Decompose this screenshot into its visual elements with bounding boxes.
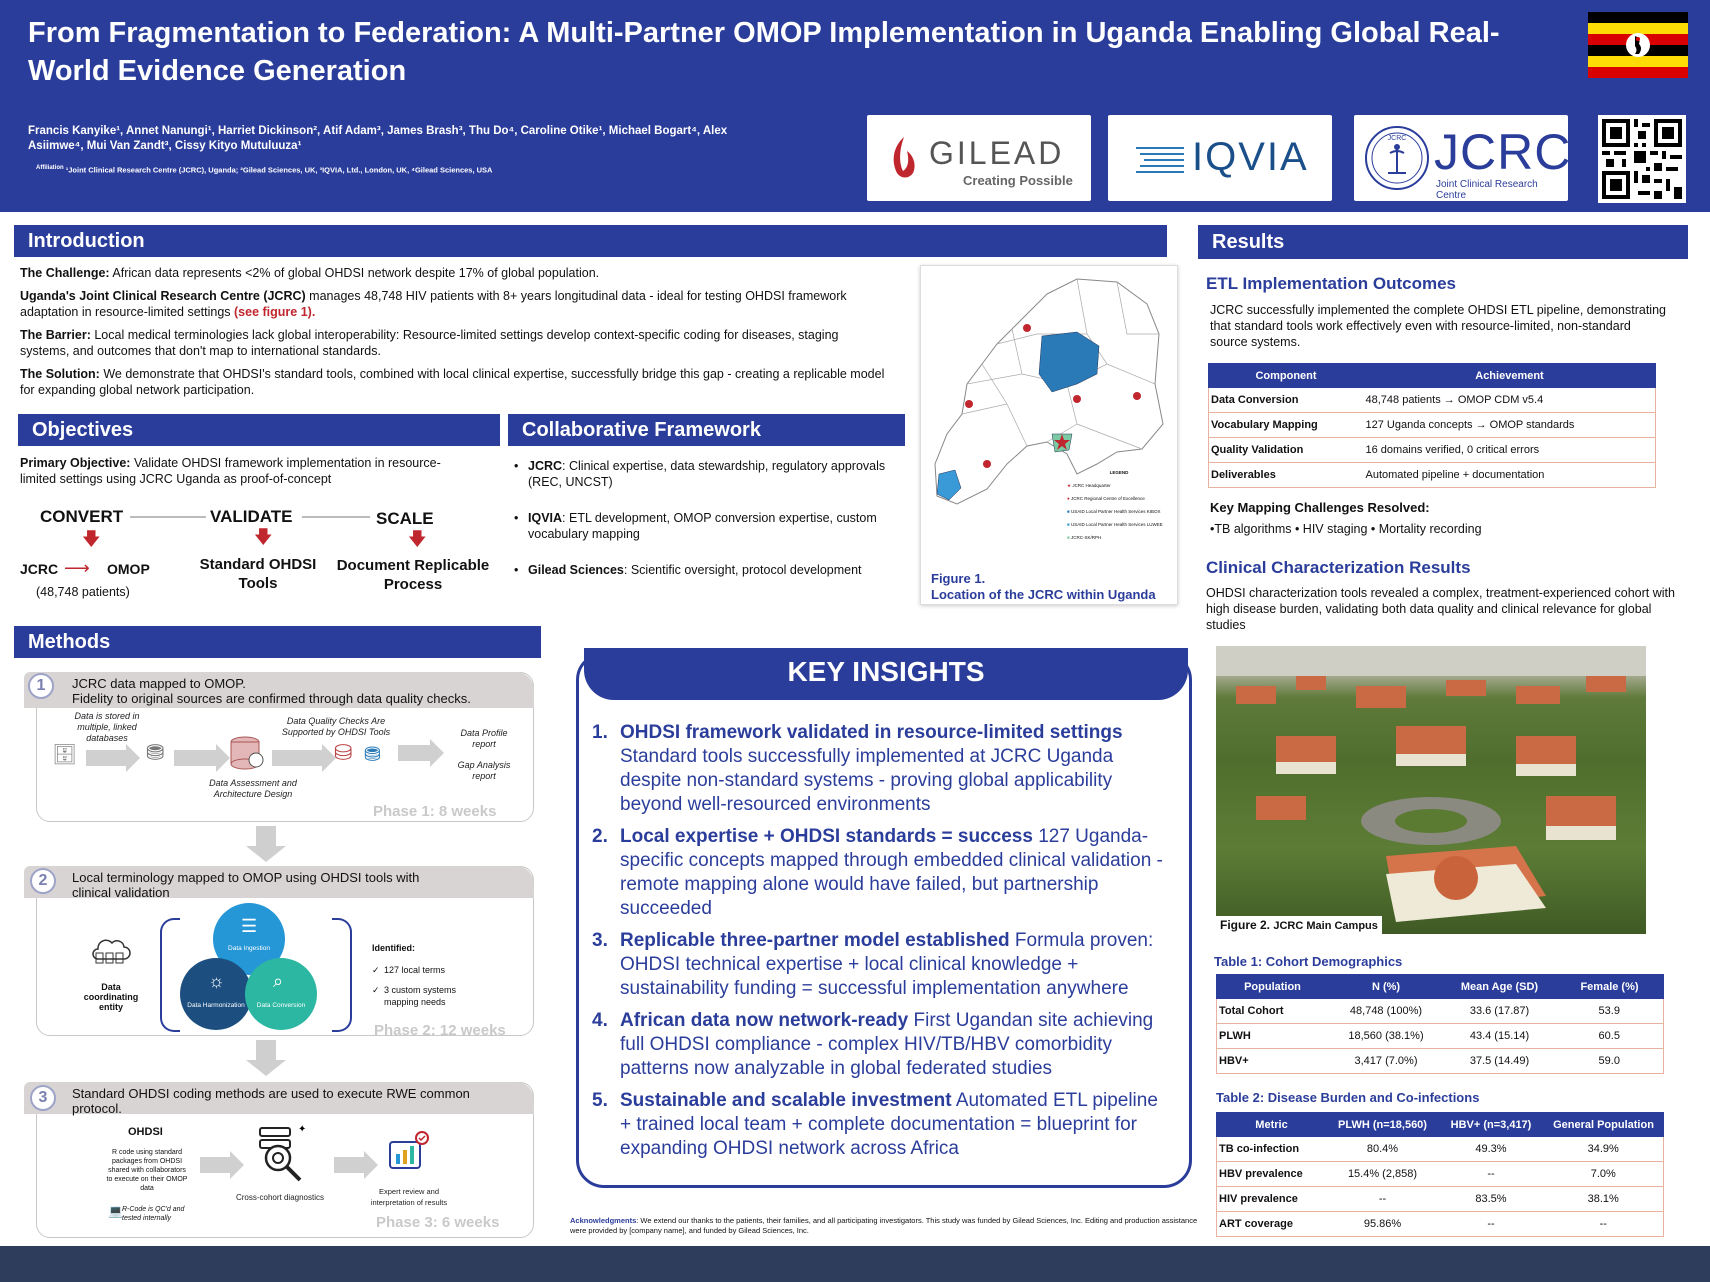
table-cell: HIV prevalence [1217,1187,1327,1212]
step3-title: Standard OHDSI coding methods are used to execute RWE common protocol. [24,1082,534,1114]
table-header: Female (%) [1556,975,1664,999]
table-header: HBV+ (n=3,417) [1439,1113,1544,1137]
solution-label: The Solution: [20,367,100,381]
barrier-paragraph [20,327,890,359]
table-row [1209,438,1656,463]
laptop-icon: 💻 [108,1204,123,1218]
solution-paragraph [20,366,890,398]
table-cell: 15.4% (2,858) [1327,1162,1439,1187]
table-header: Mean Age (SD) [1444,975,1556,999]
jcrc-logo [1354,115,1572,201]
framework-item-text: : Scientific oversight, protocol development [623,563,862,577]
insight-item [592,825,1172,921]
harmonization-circle [180,958,252,1030]
legend-item: ■ JCRC-SK/RPH [1067,535,1102,540]
insight-item [592,1009,1172,1081]
step3-diagnostics: Cross-cohort diagnostics [235,1193,325,1202]
table-cell: Automated pipeline + documentation [1364,463,1656,488]
jcrc-seal-icon [1364,123,1430,193]
table-cell: Data Conversion [1209,388,1364,413]
table-header: Metric [1217,1113,1327,1137]
table-row [1217,1212,1664,1237]
framework-item-text: : ETL development, OMOP conversion expertise, custom vocabulary mapping [528,511,877,541]
gilead-logo [867,115,1091,201]
table-cell: TB co-infection [1217,1137,1327,1162]
table-header: Population [1217,975,1329,999]
footer-bar [0,1246,1710,1282]
table-cell: 43.4 (15.14) [1444,1024,1556,1049]
step2-title: Local terminology mapped to OMOP using OHDSI tools with clinical validation [24,866,534,898]
insight-text: 127 Uganda-specific concepts mapped through embedded clinical validation - remote mapping alone would have failed, but partnership succeeded [620,826,1163,919]
figure1-reference[interactable]: (see figure 1). [234,305,316,319]
legend-item-label: USAID Local Partner Health Services KIBOX [1070,509,1161,514]
objectives-body [20,455,460,487]
poster-title: From Fragmentation to Federation: A Multi-Partner OMOP Implementation in Uganda Enabling Global Real-World Evidence Generation [28,17,1500,87]
flow-arrow [334,1157,364,1173]
legend-item-label: JCRC Regional Centre of Excellence [1070,496,1145,501]
affiliations [36,165,756,175]
clin-heading: Clinical Characterization Results [1206,558,1471,577]
table-cell: Vocabulary Mapping [1209,413,1364,438]
table-cell: HBV prevalence [1217,1162,1327,1187]
table-row [1209,463,1656,488]
identified-item-text: 127 local terms [384,965,446,975]
table-cell: -- [1439,1212,1544,1237]
challenge-paragraph [20,265,890,281]
table1-title: Table 1: Cohort Demographics [1214,954,1403,969]
insight-number: 3. [592,930,608,951]
table-cell: 18,560 (38.1%) [1329,1024,1444,1049]
key-insights-list [592,721,1172,1169]
harmonization-label: Data Harmonization [187,1002,245,1009]
right-arrow-icon: ⟶ [64,558,90,578]
omop-flow-label: OMOP [107,561,150,577]
phase2-label: Phase 2: 12 weeks [374,1022,506,1039]
table-cell: 59.0 [1556,1049,1664,1074]
acknowledgments [570,1216,1200,1236]
conversion-label: Data Conversion [256,1002,306,1009]
methods-heading: Methods [14,626,541,658]
objectives-flow [18,500,498,600]
step1-stored: Data is stored in multiple, linked databases [74,711,140,743]
framework-item: • JCRC: Clinical expertise, data stewardship, regulatory approvals (REC, UNCST) [514,459,886,489]
etl-heading: ETL Implementation Outcomes [1206,274,1457,293]
down-flow-arrow [256,1040,276,1060]
table-cell: 3,417 (7.0%) [1329,1049,1444,1074]
author-list: Francis Kanyike¹, Annet Nanungi¹, Harriet Dickinson², Atif Adam³, James Brash³, Thu Do⁴, Caroline Otike¹, Michael Bogart⁴, Alex Asiimwe⁴, Mui Van Zandt³, Cissy Kityo Mutuluuza¹ [28,125,728,152]
table-header-row [1217,1113,1664,1137]
figure2-caption [1216,916,1382,934]
figure1-caption [931,571,1156,603]
figure1-caption-label: Figure 1. [931,571,986,586]
table-cell: 127 Uganda concepts → OMOP standards [1364,413,1656,438]
framework-item-label: IQVIA [528,511,563,525]
introduction-body [20,265,890,405]
cloud-server-icon [88,935,132,969]
identified-item-text: 3 custom systems mapping needs [384,985,457,1007]
validate-sub: Standard OHDSI Tools [199,556,317,592]
table-cell: 37.5 (14.49) [1444,1049,1556,1074]
table-cell: 95.86% [1327,1212,1439,1237]
challenges-heading: Key Mapping Challenges Resolved: [1210,500,1430,515]
down-flow-arrow [256,826,276,846]
database-stack-icon: ☰ [241,916,258,936]
legend-item: ★ JCRC Headquarter [1067,483,1111,488]
left-brace [160,918,180,1032]
step2-number: 2 [30,868,56,894]
framework-item: • IQVIA: ETL development, OMOP conversion expertise, custom vocabulary mapping [514,511,877,541]
step1-assessment: Data Assessment and Architecture Design [209,778,297,799]
table-cell: HBV+ [1217,1049,1329,1074]
table-cell: 60.5 [1556,1024,1664,1049]
insight-item [592,1089,1172,1161]
table-cell: ART coverage [1217,1212,1327,1237]
etl-text: JCRC successfully implemented the complete OHDSI ETL pipeline, demonstrating that standard tools work effectively even with resource-limited, non-standard source systems. [1210,303,1666,349]
ingestion-label: Data Ingestion [228,945,270,952]
table-header: Achievement [1364,364,1656,388]
table2-title: Table 2: Disease Burden and Co-infections [1216,1090,1480,1105]
conversion-circle [245,958,317,1030]
svg-text:✦: ✦ [298,1124,307,1135]
results-heading: Results [1198,225,1688,259]
barrier-label: The Barrier: [20,328,91,342]
step3-number: 3 [30,1085,56,1111]
jcrc-name: JCRC [1434,124,1572,180]
chart-search-icon: ⌕ [273,971,284,991]
figure1-panel [920,265,1178,605]
objectives-heading: Objectives [18,414,500,446]
etl-table-wrap [1208,363,1656,488]
table-cell: 16 domains verified, 0 critical errors [1364,438,1656,463]
insight-text: First Ugandan site achieving full OHDSI compliance - complex HIV/TB/HBV comorbidity patterns now analyzable in global federated studies [620,1010,1154,1079]
disease-burden-table [1216,1112,1664,1237]
introduction-heading: Introduction [14,225,1167,257]
jcrc-paragraph [20,288,890,320]
ohdsi-tool-icon: ⛃ [364,744,381,766]
scale-label: SCALE [376,509,434,528]
insight-title: African data now network-ready [620,1010,909,1031]
table-header-row [1217,975,1664,999]
validate-label: VALIDATE [210,507,293,526]
convert-label: CONVERT [40,507,124,526]
step1-title-line1: JCRC data mapped to OMOP. [72,676,246,691]
table-cell: 80.4% [1327,1137,1439,1162]
gilead-name: GILEAD [929,135,1065,171]
step1-number: 1 [28,673,54,699]
table-row [1217,1162,1664,1187]
lightbulb-icon: ☼ [208,971,225,991]
table-cell: 38.1% [1544,1187,1664,1212]
jcrc-label: Uganda's Joint Clinical Research Centre (JCRC) [20,289,306,303]
framework-item: • Gilead Sciences: Scientific oversight, protocol development [514,563,862,577]
table1-wrap [1216,974,1664,1074]
table-row [1217,1049,1664,1074]
check-icon: ✓ [372,985,380,995]
quality-check-icon: ⛁ [334,740,353,765]
identified-list [372,942,492,1008]
acknowledgments-text: : We extend our thanks to the patients, their families, and all participating investigators. This study was funded by Gilead Sciences, Inc. Editing and production assistance were provided by [company name], and funded by Gilead Sciences, Inc. [570,1216,1198,1235]
challenge-text: African data represents <2% of global OHDSI network despite 17% of global population. [112,266,600,280]
check-icon: ✓ [372,965,380,975]
insight-title: Replicable three-partner model established [620,930,1010,951]
barrier-text: Local medical terminologies lack global interoperability: Resource-limited settings develop context-specific coding for diseases, staging systems, and outcomes that don't map to international standards. [20,328,839,358]
step1-title-line2: Fidelity to original sources are confirmed through data quality checks. [72,691,471,706]
campus-photo [1216,646,1646,934]
insight-number: 2. [592,826,608,847]
insight-title: Local expertise + OHDSI standards = success [620,826,1033,847]
figure2-caption-text: JCRC Main Campus [1273,920,1378,932]
diagnostics-icon [252,1122,312,1184]
legend-title: LEGEND [1109,470,1129,475]
affiliation-label: Affiliation [36,165,64,171]
table-header-row [1209,364,1656,388]
server-icon: ⛃ [146,740,165,765]
figure1-caption-text: Location of the JCRC within Uganda [931,587,1156,602]
insight-text: Automated ETL pipeline + trained local team + complete documentation = blueprint for expanding OHDSI network across Africa [620,1090,1158,1159]
etl-table [1208,363,1656,488]
insight-item [592,929,1172,1001]
poster-header [0,0,1710,212]
iqvia-lines-icon [1136,145,1186,175]
legend-item: ■ USAID Local Partner Health Services KIBOX [1067,509,1161,514]
table-row [1209,388,1656,413]
gilead-mark-icon [887,133,921,181]
insight-item [592,721,1172,817]
table-row [1217,999,1664,1024]
table-cell: 34.9% [1544,1137,1664,1162]
legend-item: ● JCRC Regional Centre of Excellence [1067,496,1145,501]
figure2-caption-label: Figure 2. [1220,918,1271,932]
insight-text: Formula proven: OHDSI technical expertise + local clinical knowledge + sustainability funding = successful implementation anywhere [620,930,1154,999]
challenge-label: The Challenge: [20,266,110,280]
identified-item [372,984,492,1008]
flow-connector [302,516,370,518]
ohdsi-label: OHDSI [128,1126,163,1138]
insight-title: Sustainable and scalable investment [620,1090,952,1111]
results-chart-icon [384,1128,432,1174]
patients-label: (48,748 patients) [36,585,130,599]
framework-item-label: Gilead Sciences [528,563,624,577]
down-arrow-icon: 🡇 [82,529,101,549]
step1-title [24,672,534,708]
phase1-label: Phase 1: 8 weeks [373,803,497,820]
step2-entity: Data coordinating entity [83,982,139,1012]
table-cell: -- [1544,1212,1664,1237]
table-cell: 49.3% [1439,1137,1544,1162]
clin-text: OHDSI characterization tools revealed a complex, treatment-experienced cohort with high disease burden, validating both data quality and clinical relevance for global studies [1206,586,1675,632]
jcrc-seal-text: JCRC [1387,135,1407,142]
data-assessment-icon [226,734,264,774]
step3-qc: R-Code is QC'd and tested internally [122,1206,185,1222]
primary-objective-label: Primary Objective: [20,456,131,470]
challenges-text: •TB algorithms • HIV staging • Mortality recording [1210,522,1482,536]
table-header: Component [1209,364,1364,388]
step1-profile: Data Profile report [460,728,508,749]
table-cell: -- [1439,1162,1544,1187]
iqvia-logo [1108,115,1332,201]
table2-wrap [1216,1112,1664,1237]
acknowledgments-label: Acknowledgments [570,1216,637,1225]
legend-item-label: USAID Local Partner Health Services LUWEE [1070,522,1163,527]
table-header: PLWH (n=18,560) [1327,1113,1439,1137]
table-cell: 53.9 [1556,999,1664,1024]
key-insights-heading: KEY INSIGHTS [584,648,1188,700]
affiliation-text: ¹Joint Clinical Research Centre (JCRC), Uganda; ²Gilead Sciences, UK, ³IQVIA, Ltd., London, UK, ⁴Gilead Sciences, USA [65,165,493,175]
identified-item [372,964,492,976]
jcrc-flow-label: JCRC [20,561,59,577]
insight-text: Standard tools successfully implemented at JCRC Uganda despite non-standard systems - proving global applicability beyond well-resourced environments [620,746,1114,815]
insight-number: 1. [592,722,608,743]
framework-heading: Collaborative Framework [508,414,905,446]
gilead-tagline: Creating Possible [963,173,1073,188]
table-header: General Population [1544,1113,1664,1137]
down-arrow-icon: 🡇 [408,529,427,549]
table-cell: Quality Validation [1209,438,1364,463]
step3-review: Expert review and interpretation of results [370,1187,448,1207]
legend-item-label: JCRC Headquarter [1072,483,1111,488]
flow-arrow [86,750,126,766]
legend-item: ■ USAID Local Partner Health Services LUWEE [1067,522,1163,527]
down-arrow-icon: 🡇 [254,527,273,547]
flow-arrow [272,750,322,766]
jcrc-text: manages 48,748 HIV patients with 8+ years longitudinal data - ideal for testing OHDSI framework adaptation in resource-limited settings [20,289,847,319]
table-row [1217,1024,1664,1049]
framework-list [514,458,906,578]
iqvia-name: IQVIA [1192,135,1309,179]
table-cell: 48,748 patients → OMOP CDM v5.4 [1364,388,1656,413]
right-brace [332,918,352,1032]
table-header: N (%) [1329,975,1444,999]
flow-connector [130,516,206,518]
identified-heading: Identified: [372,943,415,953]
flow-arrow [200,1157,230,1173]
jcrc-subtitle: Joint Clinical Research Centre [1436,179,1538,201]
qr-code-icon[interactable] [1598,115,1686,203]
flow-arrow [398,745,430,761]
table-cell: 83.5% [1439,1187,1544,1212]
step1-checks: Data Quality Checks Are Supported by OHDSI Tools [281,716,391,737]
table-cell: 33.6 (17.87) [1444,999,1556,1024]
demographics-table [1216,974,1664,1074]
table-cell: Total Cohort [1217,999,1329,1024]
table-cell: Deliverables [1209,463,1364,488]
flow-arrow [174,750,216,766]
primary-objective-text: Validate OHDSI framework implementation in resource-limited settings using JCRC Uganda as proof-of-concept [20,456,441,486]
table-cell: PLWH [1217,1024,1329,1049]
table-row [1217,1187,1664,1212]
step1-gap: Gap Analysis report [457,760,511,781]
map-legend [1067,466,1171,544]
table-cell: -- [1327,1187,1439,1212]
step3-rcode: R code using standard packages from OHDSI shared with collaborators to execute on their OMOP data [106,1149,188,1192]
framework-item-label: JCRC [528,459,563,473]
table-row [1209,413,1656,438]
insight-title: OHDSI framework validated in resource-limited settings [620,722,1123,743]
legend-item-label: JCRC-SK/RPH [1070,535,1102,540]
uganda-flag-icon [1588,12,1688,78]
insight-number: 4. [592,1010,608,1031]
framework-item-text: : Clinical expertise, data stewardship, regulatory approvals (REC, UNCST) [528,459,886,489]
insight-number: 5. [592,1090,608,1111]
phase3-label: Phase 3: 6 weeks [376,1214,500,1231]
table-cell: 7.0% [1544,1162,1664,1187]
table-cell: 48,748 (100%) [1329,999,1444,1024]
table-row [1217,1137,1664,1162]
scale-sub: Document Replicable Process [336,557,490,593]
solution-text: We demonstrate that OHDSI's standard tools, combined with local clinical expertise, successfully bridge this gap - creating a replicable model for expanding global network participation. [20,367,885,397]
database-icon: 🗄 [52,744,78,766]
